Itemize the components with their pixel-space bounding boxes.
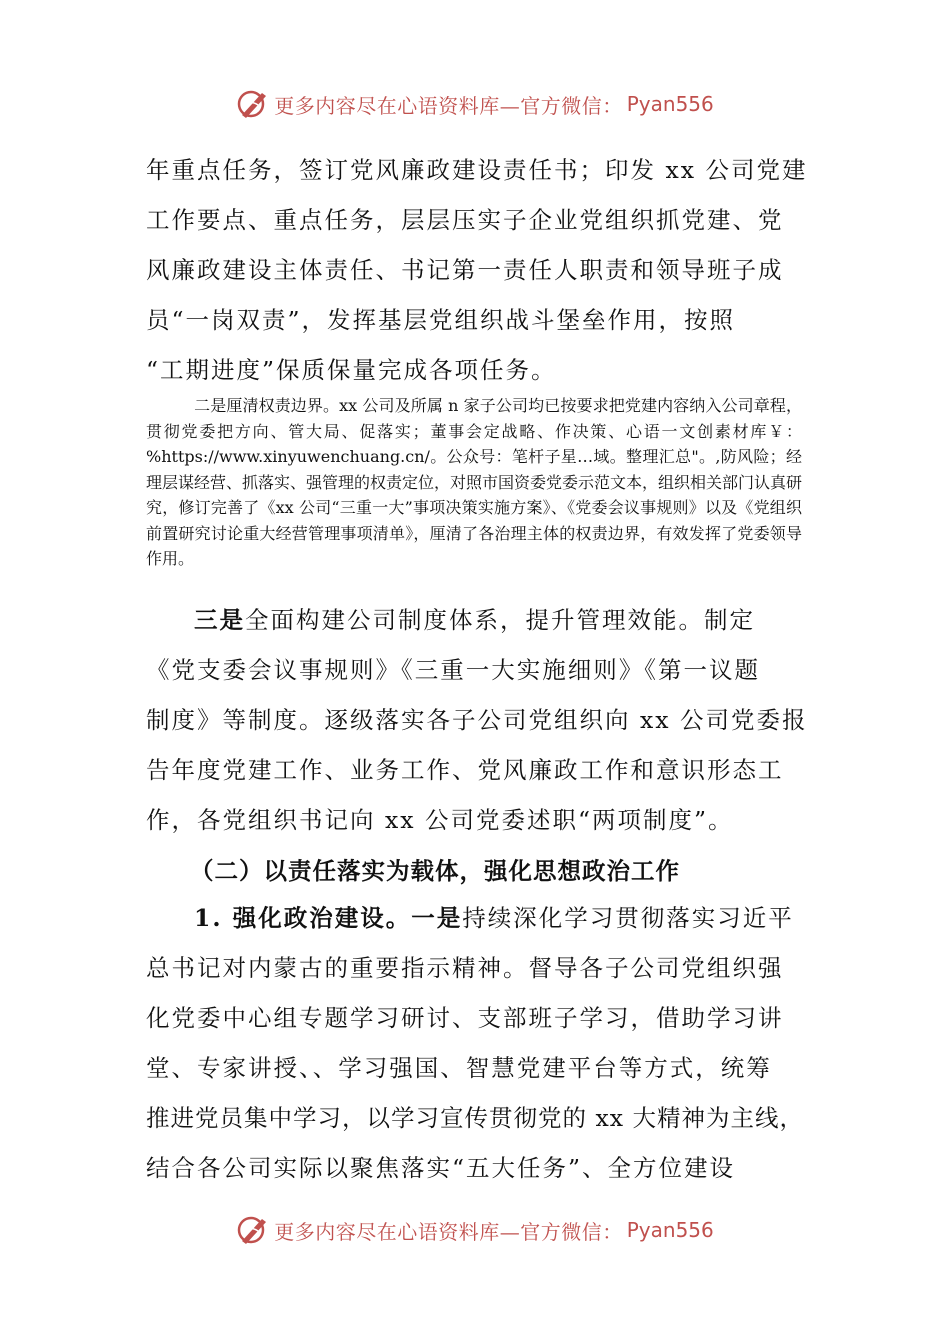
body-line: 制度》等制度。逐级落实各子公司党组织向 xx 公司党委报 xyxy=(146,706,808,734)
body-line: 1. 强化政治建设。一是持续深化学习贯彻落实习近平 xyxy=(194,904,794,932)
pen-logo-icon xyxy=(236,87,270,121)
body-line: “工期进度”保质保量完成各项任务。 xyxy=(146,356,557,384)
pen-logo-icon xyxy=(236,1213,270,1247)
banner-contact: Pyan556 xyxy=(626,1218,714,1242)
footer-watermark-banner xyxy=(0,1210,950,1250)
body-line: 化党委中心组专题学习研讨、支部班子学习，借助学习讲 xyxy=(146,1004,784,1032)
body-line: 员“一岗双责”，发挥基层党组织战斗堡垒作用，按照 xyxy=(146,306,736,334)
body-line: 告年度党建工作、业务工作、党风廉政工作和意识形态工 xyxy=(146,756,784,784)
body-line: 结合各公司实际以聚焦落实“五大任务”、全方位建设 xyxy=(146,1154,736,1182)
banner-contact: Pyan556 xyxy=(626,92,714,116)
body-line: 作，各党组织书记向 xx 公司党委述职“两项制度”。 xyxy=(146,806,734,834)
section-heading: （二）以责任落实为载体，强化思想政治工作 xyxy=(190,857,680,885)
body-line: 年重点任务，签订党风廉政建设责任书；印发 xx 公司党建 xyxy=(146,156,808,184)
body-line: 堂、专家讲授、、学习强国、智慧党建平台等方式，统筹 xyxy=(146,1054,772,1082)
body-line: 《党支委会议事规则》《三重一大实施细则》《第一议题 xyxy=(146,656,760,684)
header-watermark-banner xyxy=(0,84,950,124)
body-line: 三是全面构建公司制度体系，提升管理效能。制定 xyxy=(194,606,755,634)
banner-text: 更多内容尽在心语资料库—官方微信： xyxy=(274,1219,623,1244)
lead-phrase: 三是 xyxy=(194,606,245,634)
body-line: 推进党员集中学习，以学习宣传贯彻党的 xx 大精神为主线， xyxy=(146,1104,804,1132)
lead-phrase: 1. 强化政治建设。一是 xyxy=(194,904,463,932)
body-line: 总书记对内蒙古的重要指示精神。督导各子公司党组织强 xyxy=(146,954,784,982)
banner-text: 更多内容尽在心语资料库—官方微信： xyxy=(274,93,623,118)
small-paragraph-text: 二是厘清权责边界。xx 公司及所属 n 家子公司均已按要求把党建内容纳入公司章程，贯彻党委把方向、管大局、促落实；董事会定战略、作决策、心语一文创素材库￥：%https://www.xinyuwenchuang.cn/。公众号：笔杆子星…域。整理汇总"。,防风险；经理层谋经营、抓落实、强管理的权责定位，对照市国资委党委示范文本，组织相关部门认真研究，修订完善了《xx 公司“三重一大”事项决策实施方案》、《党委会议事规则》以及《党组织前置研究讨论重大经营管理事项清单》，厘清了各治理主体的权责边界，有效发挥了党委领导作用。 xyxy=(146,396,803,568)
body-line: 工作要点、重点任务，层层压实子企业党组织抓党建、党 xyxy=(146,206,784,234)
small-paragraph xyxy=(146,393,802,572)
body-line: 风廉政建设主体责任、书记第一责任人职责和领导班子成 xyxy=(146,256,784,284)
